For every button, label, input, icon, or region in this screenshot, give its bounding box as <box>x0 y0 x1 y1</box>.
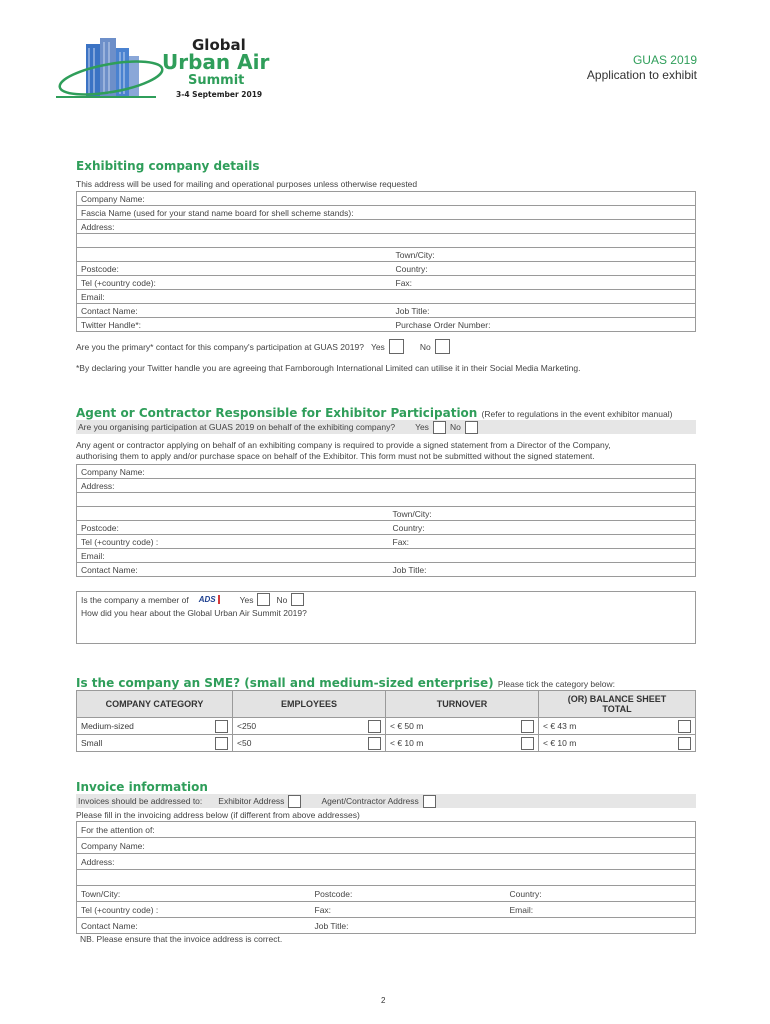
sme-header-balance: (OR) BALANCE SHEET TOTAL <box>539 691 696 718</box>
exhibiting-note: This address will be used for mailing and operational purposes unless otherwise requested <box>76 179 418 189</box>
invoice-form <box>76 821 696 934</box>
page-number: 2 <box>381 996 386 1005</box>
hear-about-question: How did you hear about the Global Urban Air Summit 2019? <box>81 608 307 618</box>
sme-cell: < € 10 m <box>386 735 539 752</box>
address-line-2[interactable] <box>77 234 696 248</box>
member-yes-label: Yes <box>239 594 254 605</box>
agent-country-field[interactable]: Country: <box>389 521 696 535</box>
agent-statement-line1: Any agent or contractor applying on behalf of an exhibiting company is required to provide a signed statement from a Director of the Company, <box>76 440 611 450</box>
primary-no-label: No <box>419 341 431 352</box>
sme-cell: < € 50 m <box>386 718 539 735</box>
agent-no-checkbox[interactable] <box>465 421 478 434</box>
sme-cell: < € 10 m <box>539 735 696 752</box>
agent-question-bar <box>76 420 696 434</box>
member-question-label: Is the company a member of <box>81 594 189 605</box>
sme-cell: Medium-sized <box>77 718 233 735</box>
sme-title-note: Please tick the category below: <box>497 679 616 689</box>
exhibiting-section-title: Exhibiting company details <box>76 159 260 173</box>
contact-name-field[interactable]: Contact Name: <box>77 304 392 318</box>
invoice-town-city-field[interactable]: Town/City: <box>77 886 311 902</box>
sme-cell: Small <box>77 735 233 752</box>
sme-cell: <50 <box>233 735 386 752</box>
agent-email-field[interactable]: Email: <box>77 549 696 563</box>
sme-row-medium <box>77 718 696 735</box>
membership-box <box>76 591 696 644</box>
po-number-field[interactable]: Purchase Order Number: <box>392 318 696 332</box>
hear-about-answer-area[interactable] <box>77 620 695 644</box>
invoice-agent-label: Agent/Contractor Address <box>321 796 419 806</box>
sme-medium-category-checkbox[interactable] <box>215 720 228 733</box>
invoice-job-title-field[interactable]: Job Title: <box>311 918 696 934</box>
job-title-field[interactable]: Job Title: <box>392 304 696 318</box>
sme-medium-turnover-checkbox[interactable] <box>521 720 534 733</box>
member-question-row <box>81 593 304 606</box>
invoice-address-field[interactable]: Address: <box>77 854 696 870</box>
invoice-nb-note: NB. Please ensure that the invoice address is correct. <box>80 934 283 944</box>
primary-yes-label: Yes <box>370 341 385 352</box>
invoice-address-line-2[interactable] <box>77 870 696 886</box>
country-field[interactable]: Country: <box>392 262 696 276</box>
agent-contact-name-field[interactable]: Contact Name: <box>77 563 389 577</box>
fax-field[interactable]: Fax: <box>392 276 696 290</box>
logo-line3: Summit <box>188 73 245 88</box>
primary-contact-label: Are you the primary* contact for this company's participation at GUAS 2019? <box>76 341 364 352</box>
sme-header-row <box>77 691 696 718</box>
agent-fax-field[interactable]: Fax: <box>389 535 696 549</box>
event-name: GUAS 2019 <box>632 53 697 67</box>
member-no-checkbox[interactable] <box>291 593 304 606</box>
invoice-addressed-label: Invoices should be addressed to: <box>78 796 203 806</box>
event-logo <box>56 34 286 104</box>
primary-no-checkbox[interactable] <box>435 339 450 354</box>
sme-table <box>76 690 696 752</box>
sme-cell: <250 <box>233 718 386 735</box>
logo-line1: Global <box>192 36 246 54</box>
sme-small-employees-checkbox[interactable] <box>368 737 381 750</box>
sme-title-text: Is the company an SME? (small and medium-sized enterprise) <box>76 676 494 690</box>
address-field[interactable]: Address: <box>77 220 696 234</box>
sme-small-balance-checkbox[interactable] <box>678 737 691 750</box>
agent-title-note: (Refer to regulations in the event exhibitor manual) <box>481 409 673 419</box>
invoice-email-field[interactable]: Email: <box>506 902 696 918</box>
invoice-exhibitor-label: Exhibitor Address <box>218 796 285 806</box>
agent-yes-label: Yes <box>415 422 429 432</box>
postcode-field[interactable]: Postcode: <box>77 262 392 276</box>
exhibiting-form <box>76 191 696 332</box>
invoice-postcode-field[interactable]: Postcode: <box>311 886 506 902</box>
primary-contact-question <box>76 339 450 354</box>
agent-company-name-field[interactable]: Company Name: <box>81 466 145 477</box>
invoice-country-field[interactable]: Country: <box>506 886 696 902</box>
logo-line2: Urban Air <box>162 50 270 74</box>
twitter-disclaimer: *By declaring your Twitter handle you are agreeing that Farnborough International Limited can utilise it in their Social Media Marketing. <box>76 363 581 373</box>
document-title: Application to exhibit <box>586 68 697 82</box>
sme-header-employees: EMPLOYEES <box>233 691 386 718</box>
agent-yes-checkbox[interactable] <box>433 421 446 434</box>
agent-title-text: Agent or Contractor Responsible for Exhibitor Participation <box>76 406 478 420</box>
primary-yes-checkbox[interactable] <box>389 339 404 354</box>
agent-address-line-2[interactable] <box>77 493 696 507</box>
ads-logo: ADS <box>199 595 220 604</box>
logo-dates: 3-4 September 2019 <box>176 90 263 99</box>
sme-header-category: COMPANY CATEGORY <box>77 691 233 718</box>
sme-section-title <box>76 676 615 690</box>
agent-postcode-field[interactable]: Postcode: <box>77 521 389 535</box>
invoice-company-name-field[interactable]: Company Name: <box>77 838 696 854</box>
invoice-section-title: Invoice information <box>76 780 208 794</box>
member-no-label: No <box>276 594 288 605</box>
sme-small-category-checkbox[interactable] <box>215 737 228 750</box>
twitter-field[interactable]: Twitter Handle*: <box>77 318 392 332</box>
invoice-tel-field[interactable]: Tel (+country code) : <box>77 902 311 918</box>
agent-question-label: Are you organising participation at GUAS 2019 on behalf of the exhibiting company? <box>78 422 396 432</box>
agent-no-label: No <box>449 422 461 432</box>
email-field[interactable]: Email: <box>77 290 696 304</box>
invoice-attention-field[interactable]: For the attention of: <box>81 824 155 835</box>
agent-town-city-field[interactable]: Town/City: <box>389 507 696 521</box>
sme-cell: < € 43 m <box>539 718 696 735</box>
agent-job-title-field[interactable]: Job Title: <box>389 563 696 577</box>
agent-section-title <box>76 406 672 420</box>
fascia-name-field[interactable]: Fascia Name (used for your stand name board for shell scheme stands): <box>77 206 696 220</box>
member-yes-checkbox[interactable] <box>257 593 270 606</box>
agent-statement-line2: authorising them to apply and/or purchase space on behalf of the Exhibitor. This form must not be submitted without the signed statement. <box>76 451 595 461</box>
invoice-agent-checkbox[interactable] <box>423 795 436 808</box>
tel-field[interactable]: Tel (+country code): <box>77 276 392 290</box>
invoice-contact-name-field[interactable]: Contact Name: <box>77 918 311 934</box>
agent-form <box>76 464 696 577</box>
address-line-3[interactable] <box>77 248 392 262</box>
agent-address-field[interactable]: Address: <box>77 479 696 493</box>
invoice-fill-note: Please fill in the invoicing address below (if different from above addresses) <box>76 810 360 820</box>
sme-row-small <box>77 735 696 752</box>
town-city-field[interactable]: Town/City: <box>392 248 696 262</box>
invoice-address-bar <box>76 794 696 808</box>
company-name-field[interactable]: Company Name: <box>81 193 145 204</box>
sme-medium-balance-checkbox[interactable] <box>678 720 691 733</box>
invoice-exhibitor-checkbox[interactable] <box>288 795 301 808</box>
agent-address-line-3[interactable] <box>77 507 389 521</box>
sme-header-turnover: TURNOVER <box>386 691 539 718</box>
invoice-fax-field[interactable]: Fax: <box>311 902 506 918</box>
city-skyline-icon <box>56 34 166 100</box>
agent-tel-field[interactable]: Tel (+country code) : <box>77 535 389 549</box>
sme-small-turnover-checkbox[interactable] <box>521 737 534 750</box>
sme-medium-employees-checkbox[interactable] <box>368 720 381 733</box>
